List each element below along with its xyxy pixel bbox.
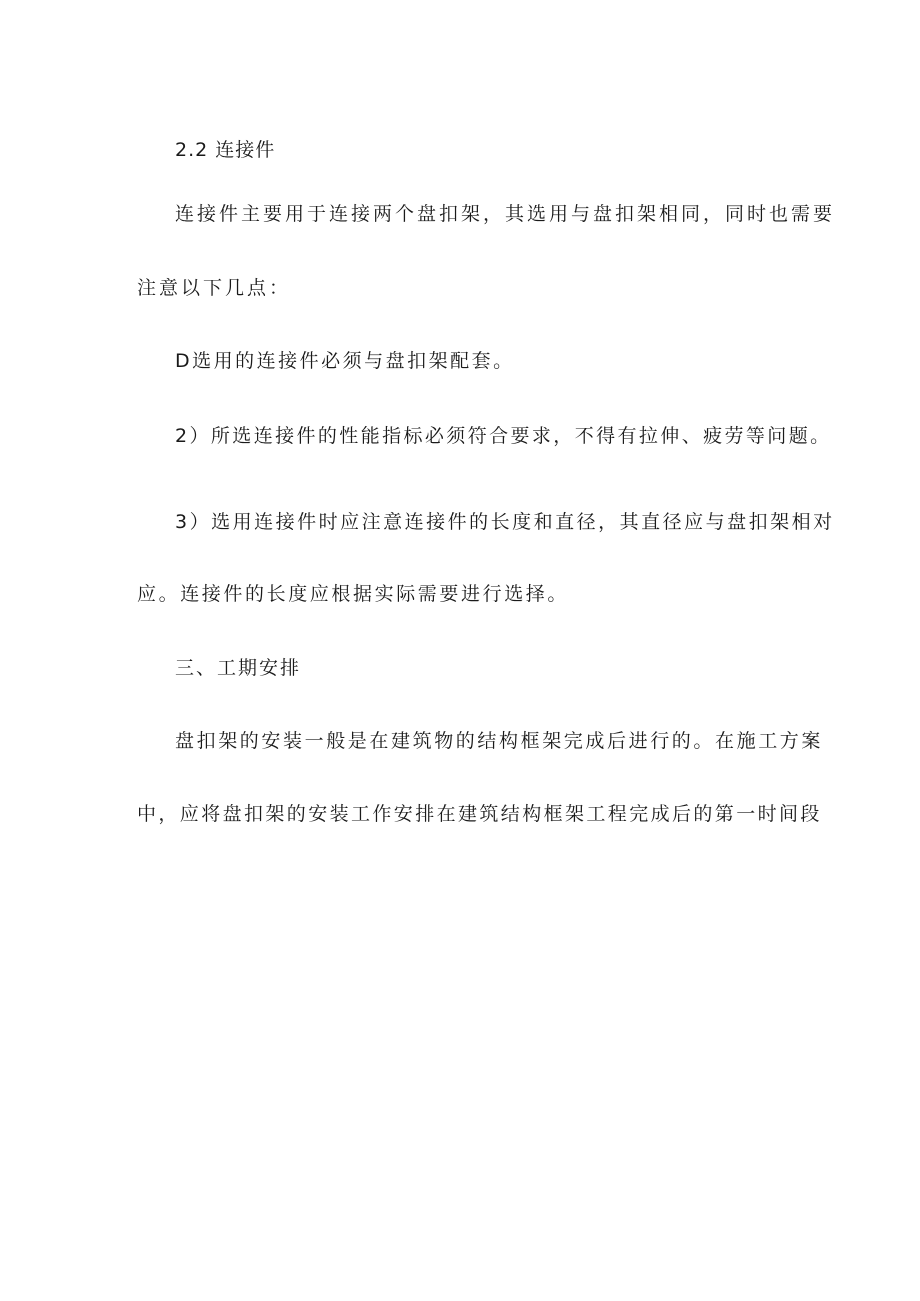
section-heading-schedule: 三、工期安排	[175, 657, 302, 679]
section-heading-connectors: 2.2 连接件	[175, 139, 276, 161]
paragraph-line: 盘扣架的安装一般是在建筑物的结构框架完成后进行的。在施工方案	[175, 730, 824, 752]
list-item-1: D选用的连接件必须与盘扣架配套。	[175, 350, 515, 372]
list-item-3: 3）选用连接件时应注意连接件的长度和直径，其直径应与盘扣架相对	[175, 511, 835, 533]
paragraph-line: 中，应将盘扣架的安装工作安排在建筑结构框架工程完成后的第一时间段	[137, 803, 822, 825]
list-item-3-continued: 应。连接件的长度应根据实际需要进行选择。	[137, 583, 570, 605]
list-item-2: 2）所选连接件的性能指标必须符合要求，不得有拉伸、疲劳等问题。	[175, 425, 832, 447]
paragraph-line: 注意以下几点：	[137, 277, 292, 299]
paragraph-line: 连接件主要用于连接两个盘扣架，其选用与盘扣架相同，同时也需要	[175, 203, 836, 225]
